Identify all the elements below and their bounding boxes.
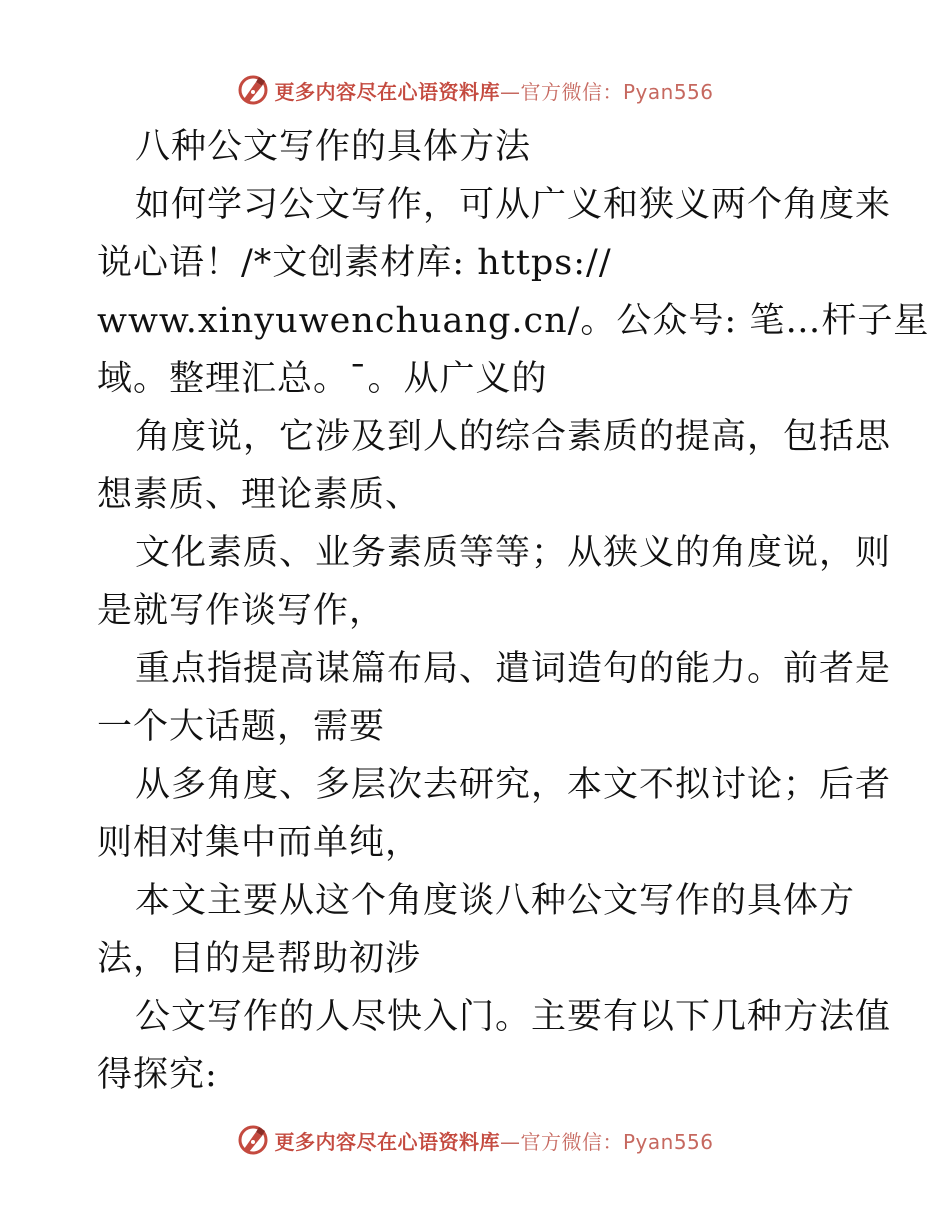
banner-main-text: 更多内容尽在心语资料库: [274, 79, 500, 104]
paragraph-line: 法，目的是帮助初涉: [97, 939, 422, 979]
paragraph-line: 得探究:: [97, 1055, 218, 1095]
paragraph-line: 想素质、理论素质、: [97, 475, 422, 515]
paragraph-line: 角度说，它涉及到人的综合素质的提高，包括思: [135, 417, 892, 457]
paragraph-line: 如何学习公文写作，可从广义和狭义两个角度来: [135, 185, 892, 225]
paragraph-line: 本文主要从这个角度谈八种公文写作的具体方: [135, 881, 856, 921]
paragraph-line: 则相对集中而单纯，: [97, 823, 422, 863]
banner-dash: —: [499, 79, 521, 104]
banner-dash: —: [499, 1129, 521, 1154]
paragraph-line: 文化素质、业务素质等等；从狭义的角度说，则: [135, 533, 892, 573]
paragraph-line: 从多角度、多层次去研究，本文不拟讨论；后者: [135, 765, 892, 805]
paragraph-line: 公文写作的人尽快入门。主要有以下几种方法值: [135, 997, 892, 1037]
paragraph-line: www.xinyuwenchuang.cn/。公众号: 笔…杆子星: [97, 301, 930, 341]
footer-banner: [0, 1118, 950, 1162]
paragraph-line: 是就写作谈写作，: [97, 591, 386, 631]
paragraph-line: 说心语！/*文创素材库: https://: [97, 243, 612, 283]
pen-nib-circle-icon: [236, 73, 270, 107]
banner-wechat-label: 官方微信：: [520, 79, 623, 104]
banner-main-text: 更多内容尽在心语资料库: [274, 1129, 500, 1154]
paragraph-line: 一个大话题，需要: [97, 707, 386, 747]
paragraph-line: 域。整理汇总。¯。从广义的: [97, 359, 548, 399]
document-title: 八种公文写作的具体方法: [135, 127, 532, 167]
banner-wechat-label: 官方微信：: [520, 1129, 623, 1154]
document-body: [97, 118, 930, 1104]
banner-wechat-id: Pyan556: [622, 79, 714, 104]
paragraph-line: 重点指提高谋篇布局、遣词造句的能力。前者是: [135, 649, 892, 689]
pen-nib-circle-icon: [236, 1123, 270, 1157]
header-banner: [0, 68, 950, 112]
banner-wechat-id: Pyan556: [622, 1129, 714, 1154]
